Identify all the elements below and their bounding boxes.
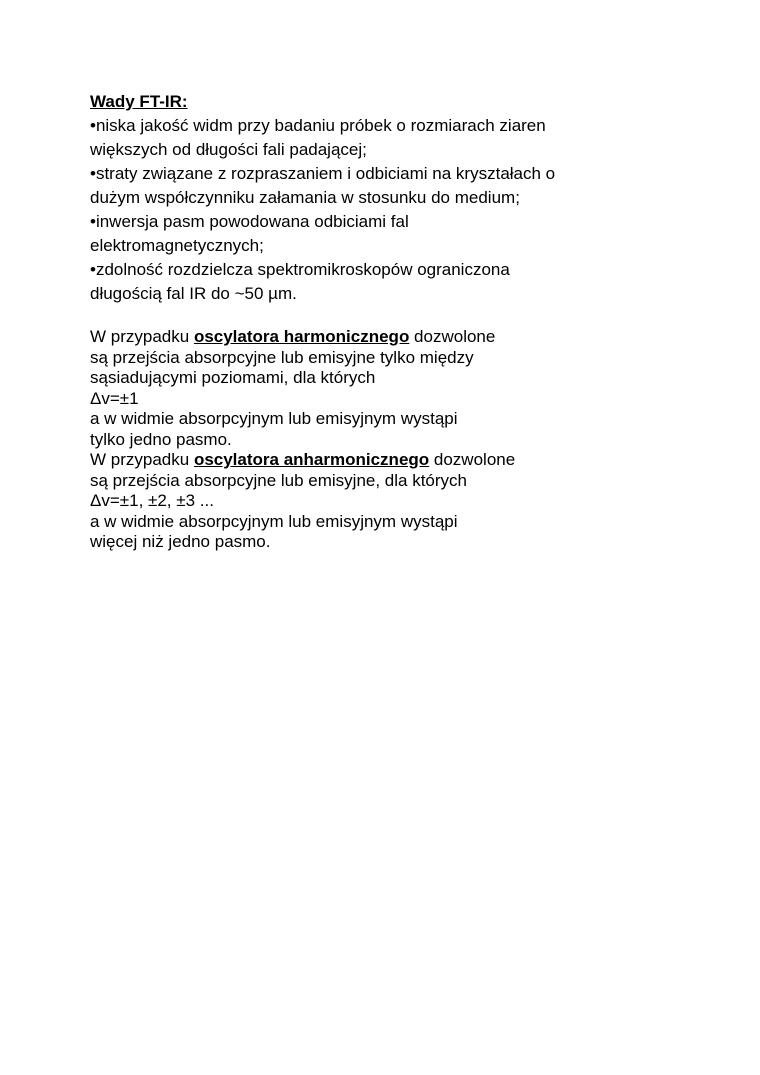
anharmonic-line-1: [90, 450, 710, 471]
harmonic-suffix: dozwolone: [409, 327, 496, 346]
harmonic-line-2: są przejścia absorpcyjne lub emisyjne tylko między: [90, 347, 474, 367]
defect-line-2: większych od długości fali padającej;: [90, 140, 367, 159]
section-heading: Wady FT-IR:: [90, 92, 188, 111]
harmonic-line-5: a w widmie absorpcyjnym lub emisyjnym wystąpi: [90, 409, 458, 428]
defect-line-3: •straty związane z rozpraszaniem i odbiciami na kryształach o: [90, 164, 556, 183]
harmonic-line-3: sąsiadującymi poziomami, dla których: [90, 368, 376, 387]
defect-line-4: dużym współczynniku załamania w stosunku do medium;: [90, 188, 520, 207]
anharmonic-prefix: W przypadku: [90, 450, 194, 469]
anharmonic-line-5: więcej niż jedno pasmo.: [90, 532, 271, 551]
harmonic-prefix: W przypadku: [90, 327, 194, 346]
defect-line-8: długością fal IR do ~50 µm.: [90, 284, 297, 303]
defect-line-7: •zdolność rozdzielcza spektromikroskopów ograniczona: [90, 260, 510, 279]
anharmonic-term: oscylatora anharmonicznego: [193, 450, 430, 469]
anharmonic-selection-rule: Δv=±1, ±2, ±3 ...: [90, 491, 214, 510]
harmonic-line-6: tylko jedno pasmo.: [90, 429, 232, 449]
defects-section: [90, 90, 710, 306]
defect-line-1: •niska jakość widm przy badaniu próbek o rozmiarach ziaren: [90, 116, 546, 135]
anharmonic-suffix: dozwolone: [429, 450, 516, 469]
defect-line-5: •inwersja pasm powodowana odbiciami fal: [90, 212, 409, 231]
anharmonic-line-2: są przejścia absorpcyjne lub emisyjne, dla których: [90, 470, 468, 490]
anharmonic-line-4: a w widmie absorpcyjnym lub emisyjnym wystąpi: [90, 511, 458, 531]
harmonic-selection-rule: Δv=±1: [90, 388, 139, 408]
defect-line-6: elektromagnetycznych;: [90, 236, 264, 255]
harmonic-line-1: [90, 327, 710, 348]
oscillator-section: [90, 327, 710, 553]
harmonic-term: oscylatora harmonicznego: [193, 327, 410, 346]
